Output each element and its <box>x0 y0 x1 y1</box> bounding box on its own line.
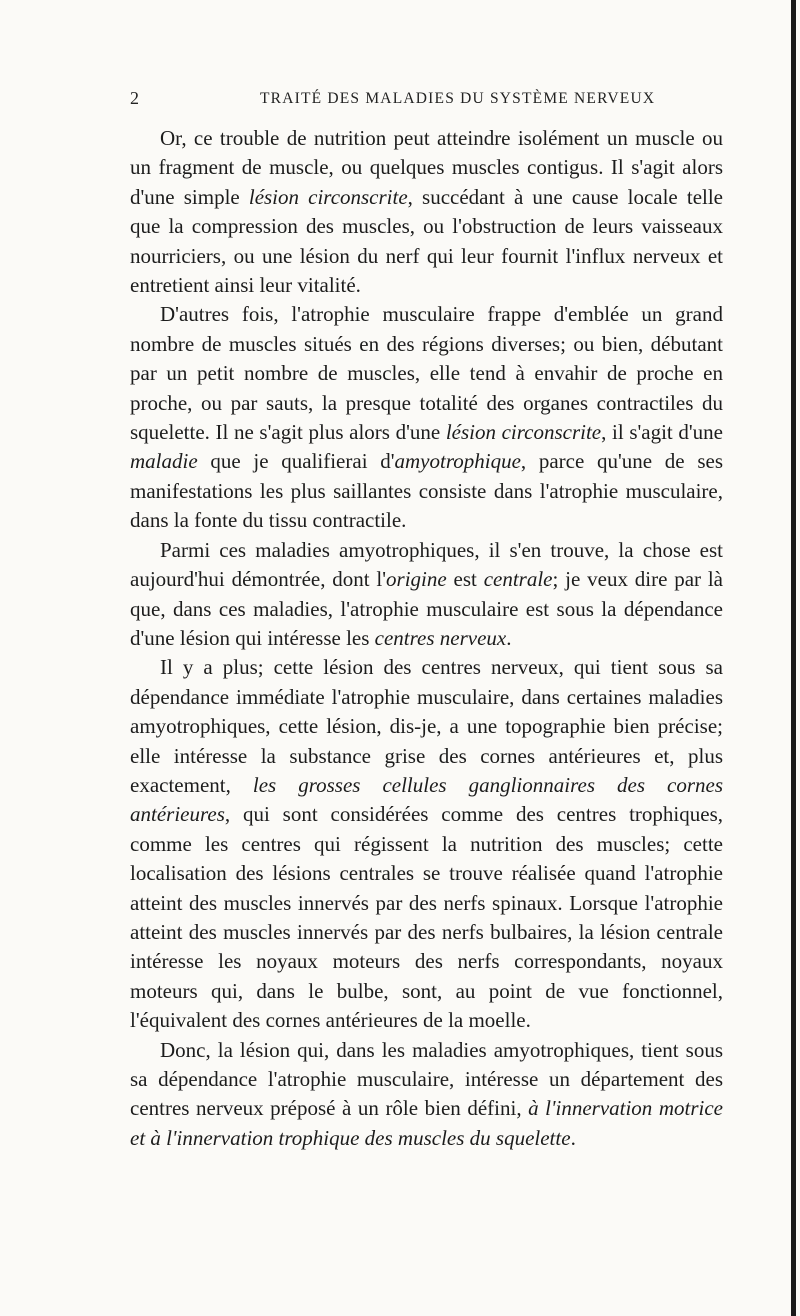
italic-text: lésion circonscrite <box>248 184 408 209</box>
text-run: que je qualifierai d' <box>197 449 395 474</box>
text-run: Donc, la lésion qui, dans les maladies amyotrophiques, tient sous sa dépendance l'atrophie musculaire, intéresse un département des centres nerveux préposé à un rôle bien défini, <box>130 1037 723 1121</box>
italic-text: à l'innervation motrice et à l'innervation trophique des muscles du squelette <box>130 1096 724 1150</box>
page-edge <box>791 0 796 1316</box>
italic-text: centrale <box>483 567 553 592</box>
text-run: Or, ce trouble de nutrition peut atteindre isolément un muscle ou un fragment de muscle, ou quelques muscles contigus. Il s'agit alors d'une simple <box>130 126 723 209</box>
page-header <box>130 88 730 116</box>
italic-text: origine <box>386 567 447 592</box>
paragraph <box>130 1036 723 1154</box>
text-run: . <box>570 1125 576 1150</box>
text-run: ; je veux dire par là que, dans ces maladies, l'atrophie musculaire est sous la dépendance d'une lésion qui intéresse les <box>130 567 724 650</box>
text-run: , succédant à une cause locale telle que la compression des muscles, ou l'obstruction de leurs vaisseaux nourriciers, ou une lésion du nerf qui leur fournit l'influx nerveux et entretient ainsi leur vitalité. <box>130 184 724 298</box>
running-title: TRAITÉ DES MALADIES DU SYSTÈME NERVEUX <box>260 90 656 107</box>
text-run: D'autres fois, l'atrophie musculaire frappe d'emblée un grand nombre de muscles situés en des régions diverses; ou bien, débutant par un petit nombre de muscles, elle tend à envahir de proche en proche, ou par sauts, la presque totalité des organes contractiles du squelette. Il ne s'agit plus alors d'une <box>130 302 723 445</box>
italic-text: les grosses cellules ganglionnaires des cornes antérieures <box>130 772 723 827</box>
italic-text: lésion circonscrite <box>445 420 602 445</box>
text-run: Parmi ces maladies amyotrophiques, il s'en trouve, la chose est aujourd'hui démontrée, dont l' <box>130 537 723 592</box>
body-text <box>130 124 723 1153</box>
paragraph <box>130 300 723 535</box>
italic-text: maladie <box>130 449 198 474</box>
italic-text: amyotrophique <box>394 449 521 474</box>
paragraph <box>130 653 723 1035</box>
paragraph <box>130 536 723 654</box>
text-run: , il s'agit d'une <box>601 420 723 445</box>
italic-text: centres nerveux <box>374 625 507 650</box>
page-number: 2 <box>130 88 139 108</box>
text-run: . <box>506 625 512 650</box>
text-run: Il y a plus; cette lésion des centres nerveux, qui tient sous sa dépendance immédiate l'atrophie musculaire, dans certaines maladies amyotrophiques, cette lésion, dis-je, a une topographie bien précise; elle intéresse la substance grise des cornes antérieures et, plus exactement, <box>130 655 723 797</box>
text-run: est <box>446 567 484 592</box>
text-run: , parce qu'une de ses manifestations les plus saillantes consiste dans l'atrophie musculaire, dans la fonte du tissu contractile. <box>130 449 723 533</box>
paragraph <box>130 124 723 300</box>
text-run: , qui sont considérées comme des centres trophiques, comme les centres qui régissent la nutrition des muscles; cette localisation des lésions centrales se trouve réalisée quand l'atrophie atteint des muscles innervés par des nerfs spinaux. Lorsque l'atrophie atteint des muscles innervés par des nerfs bulbaires, la lésion centrale intéresse les noyaux moteurs des nerfs correspondants, noyaux moteurs qui, dans le bulbe, sont, au point de vue fonctionnel, l'équivalent des cornes antérieures de la moelle. <box>130 802 723 1033</box>
